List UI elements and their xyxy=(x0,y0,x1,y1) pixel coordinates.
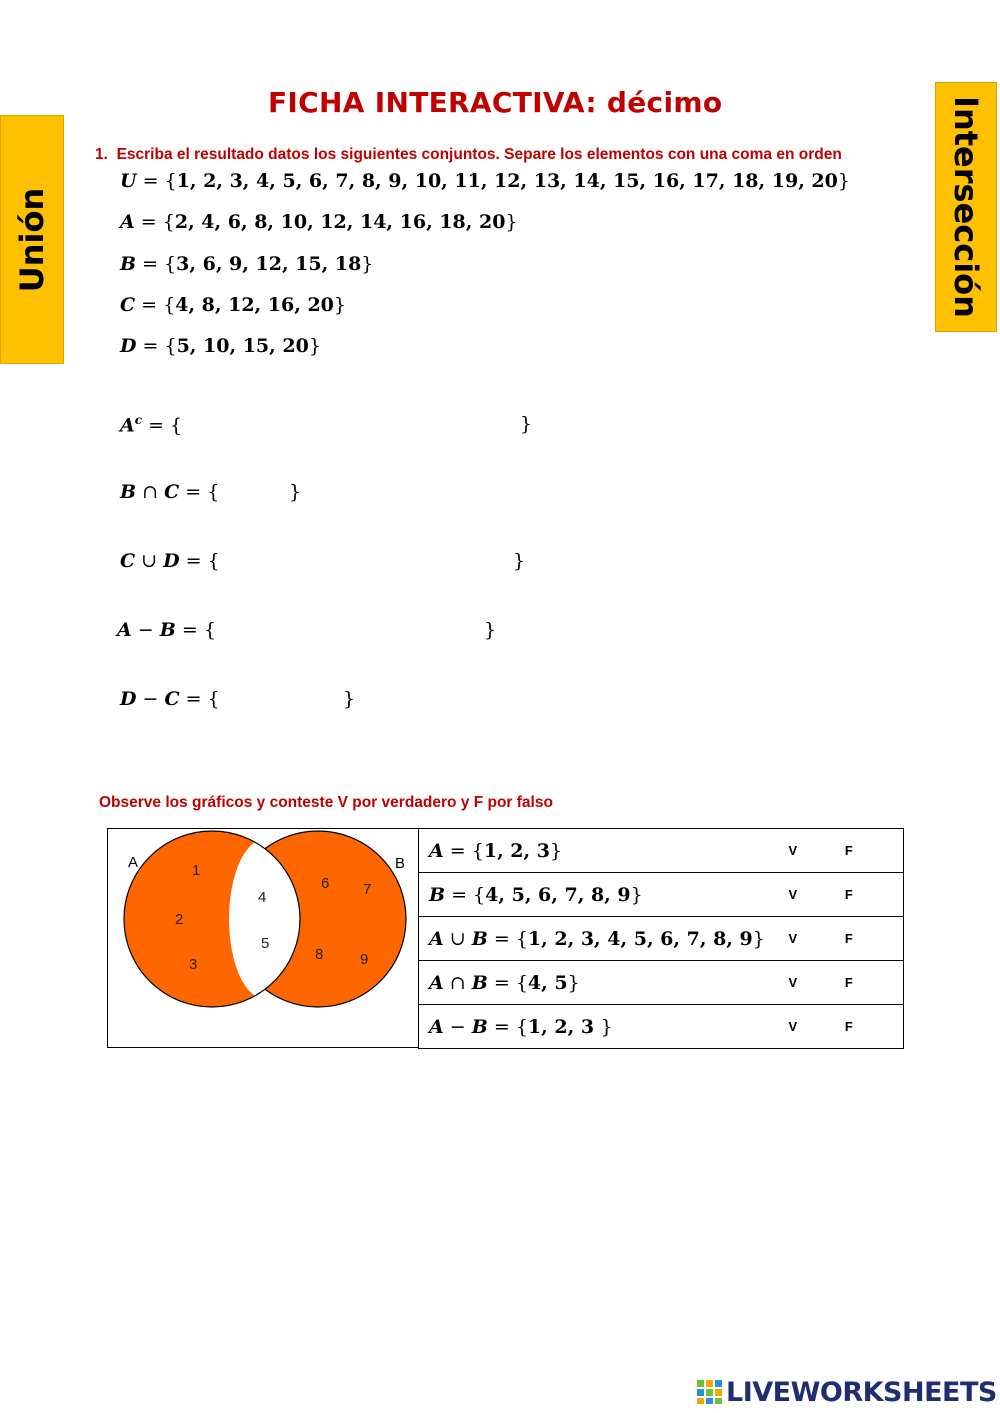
statement-elements: 1, 2, 3, 4, 5, 6, 7, 8, 9 xyxy=(527,927,753,950)
exercise-set-b: C xyxy=(164,688,180,710)
statement-set-b: B xyxy=(471,927,488,950)
closing-brace: } xyxy=(343,688,356,710)
venn-element: 6 xyxy=(321,875,330,892)
statement-cell: A ∪ B = {1, 2, 3, 4, 5, 6, 7, 8, 9} xyxy=(419,917,765,961)
exercise-3: C ∪ D = { xyxy=(120,550,220,572)
false-option[interactable]: F xyxy=(844,842,853,858)
exercise-set-a: D xyxy=(120,688,137,710)
true-option[interactable]: V xyxy=(788,930,798,946)
exercise-5: D − C = { xyxy=(120,688,220,710)
venn-element: 8 xyxy=(315,946,324,963)
exercise-4: A − B = { xyxy=(117,619,216,641)
exercise-set-a: C xyxy=(120,550,136,572)
venn-element: 7 xyxy=(363,881,372,898)
statement-operator: ∩ xyxy=(449,971,466,994)
set-operator: − xyxy=(137,619,154,641)
statement-set-a: A xyxy=(429,927,444,950)
set-definition-d: D = {5, 10, 15, 20} xyxy=(120,335,321,357)
set-operator: − xyxy=(142,688,159,710)
true-false-row xyxy=(419,917,904,961)
answer-cell xyxy=(765,873,904,917)
exercise-2-answer-input[interactable] xyxy=(232,480,296,508)
liveworksheets-logo-icon xyxy=(697,1380,723,1404)
set-elements: 5, 10, 15, 20 xyxy=(176,335,309,357)
true-false-row xyxy=(419,1005,904,1049)
exercise-set-b: C xyxy=(164,481,180,503)
true-false-row xyxy=(419,873,904,917)
question-1-instruction xyxy=(95,146,842,164)
false-option[interactable]: F xyxy=(844,974,853,990)
statement-cell: A − B = {1, 2, 3 } xyxy=(419,1005,765,1049)
exercise-2: B ∩ C = { xyxy=(120,481,220,503)
false-option[interactable]: F xyxy=(844,930,853,946)
set-elements: 4, 8, 12, 16, 20 xyxy=(175,294,334,316)
venn-element: 1 xyxy=(192,862,201,879)
exercise-set-a: A xyxy=(120,414,135,437)
statement-set-a: A xyxy=(429,839,444,862)
complement-mark: c xyxy=(134,413,143,427)
statement-set-a: A xyxy=(429,971,444,994)
true-false-row xyxy=(419,961,904,1005)
statement-elements: 4, 5, 6, 7, 8, 9 xyxy=(485,883,631,906)
set-name: D xyxy=(120,335,137,357)
exercise-set-b: D xyxy=(163,550,180,572)
venn-element: 4 xyxy=(258,889,267,906)
statement-elements: 4, 5 xyxy=(527,971,568,994)
true-option[interactable]: V xyxy=(788,842,798,858)
venn-diagram-panel xyxy=(107,828,418,1048)
union-side-tab[interactable] xyxy=(0,115,64,364)
statement-operator: − xyxy=(449,1015,466,1038)
exercise-set-a: A xyxy=(117,619,132,641)
true-option[interactable]: V xyxy=(788,974,798,990)
set-elements: 3, 6, 9, 12, 15, 18 xyxy=(176,253,362,275)
statement-elements: 1, 2, 3 xyxy=(527,1015,601,1038)
closing-brace: } xyxy=(520,413,533,435)
true-false-table xyxy=(418,828,904,1049)
exercise-set-b: B xyxy=(159,619,176,641)
venn-diagram xyxy=(108,829,419,1049)
set-definition-b: B = {3, 6, 9, 12, 15, 18} xyxy=(120,253,374,275)
venn-label-b: B xyxy=(395,855,406,872)
set-name: B xyxy=(120,253,137,275)
exercise-4-answer-input[interactable] xyxy=(229,618,483,646)
set-operator: ∩ xyxy=(142,481,159,503)
false-option[interactable]: F xyxy=(844,886,853,902)
statement-set-b: B xyxy=(471,1015,488,1038)
union-tab-label: Unión xyxy=(13,187,51,292)
answer-cell xyxy=(765,1005,904,1049)
false-option[interactable]: F xyxy=(844,1018,853,1034)
set-name: C xyxy=(120,294,136,316)
set-elements: 2, 4, 6, 8, 10, 12, 14, 16, 18, 20 xyxy=(174,211,506,233)
question-text: Escriba el resultado datos los siguientes conjuntos. Separe los elementos con una coma en orden xyxy=(116,146,842,163)
statement-elements: 1, 2, 3 xyxy=(483,839,550,862)
statement-cell: A ∩ B = {4, 5} xyxy=(419,961,765,1005)
exercise-1-answer-input[interactable] xyxy=(188,412,522,440)
set-definition-u: U = {1, 2, 3, 4, 5, 6, 7, 8, 9, 10, 11, 12, 13, 14, 15, 16, 17, 18, 19, 20} xyxy=(120,170,850,192)
statement-set-a: A xyxy=(429,1015,444,1038)
statement-cell: A = {1, 2, 3} xyxy=(419,829,765,873)
exercise-set-a: B xyxy=(120,481,137,503)
venn-label-a: A xyxy=(128,854,139,871)
answer-cell xyxy=(765,829,904,873)
exercise-1: $A^c$ = { xyxy=(120,413,183,437)
venn-element: 2 xyxy=(175,911,184,928)
exercise-5-answer-input[interactable] xyxy=(232,687,346,715)
answer-cell xyxy=(765,917,904,961)
set-name: U xyxy=(120,170,137,192)
set-definition-c: C = {4, 8, 12, 16, 20} xyxy=(120,294,346,316)
closing-brace: } xyxy=(484,619,497,641)
set-operator: ∪ xyxy=(141,550,158,572)
statement-set-a: B xyxy=(429,883,446,906)
closing-brace: } xyxy=(513,550,526,572)
set-name: A xyxy=(120,211,135,233)
set-elements: 1, 2, 3, 4, 5, 6, 7, 8, 9, 10, 11, 12, 13, 14, 15, 16, 17, 18, 19, 20 xyxy=(176,170,838,192)
statement-set-b: B xyxy=(471,971,488,994)
closing-brace: } xyxy=(289,481,302,503)
page-title: FICHA INTERACTIVA: décimo xyxy=(268,86,723,119)
venn-element: 5 xyxy=(261,935,270,952)
brand-text: LIVEWORKSHEETS xyxy=(726,1377,997,1408)
statement-cell: B = {4, 5, 6, 7, 8, 9} xyxy=(419,873,765,917)
statement-operator: ∪ xyxy=(449,927,466,950)
exercise-3-answer-input[interactable] xyxy=(232,549,516,577)
intersection-side-tab[interactable] xyxy=(935,82,997,332)
venn-element: 3 xyxy=(189,956,198,973)
intersection-tab-label: Intersección xyxy=(947,96,985,318)
section-2-instruction: Observe los gráficos y conteste V por verdadero y F por falso xyxy=(99,794,553,811)
set-definition-a: A = {2, 4, 6, 8, 10, 12, 14, 16, 18, 20} xyxy=(120,211,518,233)
true-option[interactable]: V xyxy=(788,886,798,902)
true-option[interactable]: V xyxy=(788,1018,798,1034)
question-number: 1. xyxy=(95,146,108,163)
venn-element: 9 xyxy=(360,951,369,968)
liveworksheets-logo xyxy=(697,1377,997,1408)
true-false-row xyxy=(419,829,904,873)
answer-cell xyxy=(765,961,904,1005)
